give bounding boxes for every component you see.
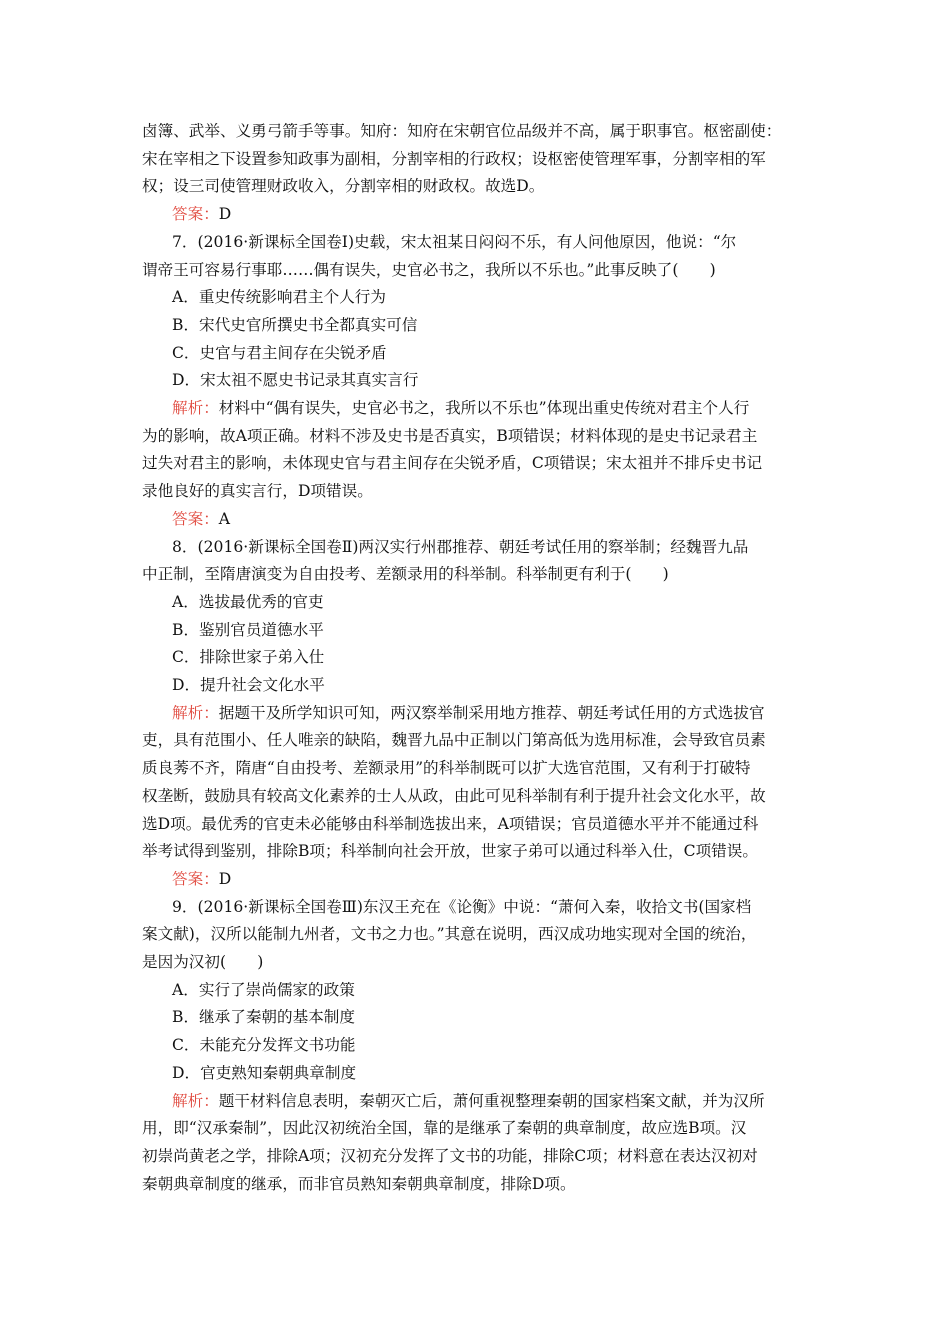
answer-value: D: [218, 869, 232, 888]
analysis-line: [142, 480, 373, 502]
answer-option: [172, 342, 387, 364]
question-line: [172, 536, 748, 558]
text-line-text: 宋在宰相之下设置参知政事为副相，分割宰相的行政权；设枢密使管理军事，分割宰相的军: [142, 149, 766, 168]
question-line: [142, 563, 669, 585]
analysis-label: 解析：: [172, 399, 219, 417]
analysis-line: [142, 1117, 746, 1139]
analysis-line: [142, 757, 751, 779]
text-line: [142, 148, 766, 170]
question-line: [142, 923, 756, 945]
text-line: [142, 175, 544, 197]
option-text: D．官吏熟知秦朝典章制度: [172, 1063, 357, 1082]
analysis-text: 题干材料信息表明，秦朝灭亡后，萧何重视整理秦朝的国家档案文献，并为汉所: [218, 1091, 765, 1110]
question-line-text: 谓帝王可容易行事耶……偶有误失，史官必书之，我所以不乐也。”此事反映了( ): [142, 260, 716, 279]
option-text: B．宋代史官所撰史书全都真实可信: [172, 315, 418, 334]
question-line-text: 9．(2016·新课标全国卷Ⅲ)东汉王充在《论衡》中说：“萧何入秦，收拾文书(国家档: [172, 897, 752, 916]
question-line: [172, 896, 751, 918]
answer-line: [172, 868, 231, 890]
question-line: [172, 231, 736, 253]
question-line: [142, 951, 263, 973]
text-line: [142, 120, 781, 142]
answer-line: [172, 508, 230, 530]
answer-option: [172, 314, 417, 336]
analysis-text: 选D项。最优秀的官吏未必能够由科举制选拔出来，A项错误；官员道德水平并不能通过科: [142, 814, 759, 833]
analysis-line: [142, 425, 757, 447]
answer-option: [172, 674, 325, 696]
analysis-text: 录他良好的真实言行，D项错误。: [142, 482, 373, 501]
option-text: D．宋太祖不愿史书记录其真实言行: [172, 371, 419, 390]
option-text: C．排除世家子弟入仕: [172, 648, 325, 667]
option-text: A．实行了崇尚儒家的政策: [172, 980, 355, 999]
analysis-text: 秦朝典章制度的继承，而非官员熟知秦朝典章制度，排除D项。: [142, 1174, 576, 1193]
answer-line: [172, 203, 231, 225]
answer-option: [172, 1006, 355, 1028]
answer-label: 答案：: [172, 869, 219, 888]
analysis-text: 用，即“汉承秦制”，因此汉初统治全国，靠的是继承了秦朝的典章制度，故应选B项。汉: [142, 1119, 747, 1138]
question-line: [142, 259, 716, 281]
option-text: C．史官与君主间存在尖锐矛盾: [172, 343, 387, 362]
answer-option: [172, 591, 324, 613]
answer-value: D: [218, 205, 232, 224]
analysis-text: 举考试得到鉴别，排除B项；科举制向社会开放，世家子弟可以通过科举入仕，C项错误。: [142, 842, 758, 861]
option-text: C．未能充分发挥文书功能: [172, 1036, 356, 1055]
question-line-text: 中正制，至隋唐演变为自由投考、差额录用的科举制。科举制更有利于( ): [142, 565, 669, 584]
analysis-line: [172, 702, 765, 724]
analysis-line: [142, 452, 762, 474]
option-text: B．继承了秦朝的基本制度: [172, 1008, 355, 1027]
answer-option: [172, 369, 418, 391]
answer-option: [172, 1062, 356, 1084]
analysis-text: 过失对君主的影响，未体现史官与君主间存在尖锐矛盾，C项错误；宋太祖并不排斥史书记: [142, 454, 763, 473]
question-line-text: 7．(2016·新课标全国卷Ⅰ)史载，宋太祖某日闷闷不乐，有人问他原因，他说：“尔: [172, 232, 737, 251]
analysis-line: [172, 1090, 765, 1112]
answer-option: [172, 619, 324, 641]
analysis-line: [142, 840, 758, 862]
answer-option: [172, 646, 324, 668]
option-text: A．选拔最优秀的官吏: [172, 592, 324, 611]
option-text: A．重史传统影响君主个人行为: [172, 288, 386, 307]
analysis-line: [142, 785, 766, 807]
option-text: B．鉴别官员道德水平: [172, 620, 324, 639]
question-line-text: 8．(2016·新课标全国卷Ⅱ)两汉实行州郡推荐、朝廷考试任用的察举制；经魏晋九品: [172, 537, 749, 556]
answer-option: [172, 1034, 355, 1056]
analysis-label: 解析：: [172, 703, 219, 722]
text-line-text: 卤簿、武举、义勇弓箭手等事。知府：知府在宋朝官位品级并不高，属于职事官。枢密副使：: [142, 122, 782, 140]
analysis-text: 据题干及所学知识可知，两汉察举制采用地方推荐、朝廷考试任用的方式选拔官: [218, 703, 765, 722]
analysis-text: 材料中“偶有误失，史官必书之，我所以不乐也”体现出重史传统对君主个人行: [218, 399, 750, 417]
analysis-line: [142, 1173, 576, 1195]
analysis-line: [142, 729, 766, 751]
answer-value: A: [218, 509, 231, 528]
question-line-text: 是因为汉初( ): [142, 953, 264, 971]
answer-label: 答案：: [172, 509, 219, 528]
analysis-text: 吏，具有范围小、任人唯亲的缺陷，魏晋九品中正制以门第高低为选用标准，会导致官员素: [142, 731, 766, 750]
option-text: D．提升社会文化水平: [172, 676, 325, 694]
question-line-text: 案文献)，汉所以能制九州者，文书之力也。”其意在说明，西汉成功地实现对全国的统治，: [142, 925, 757, 944]
answer-option: [172, 286, 386, 308]
answer-option: [172, 979, 355, 1001]
analysis-line: [142, 1145, 758, 1167]
analysis-text: 质良莠不齐，隋唐“自由投考、差额录用”的科举制既可以扩大选官范围，又有利于打破特: [142, 759, 751, 778]
analysis-text: 为的影响，故A项正确。材料不涉及史书是否真实，B项错误；材料体现的是史书记录君主: [142, 426, 758, 445]
analysis-line: [142, 813, 758, 835]
analysis-text: 权垄断，鼓励具有较高文化素养的士人从政，由此可见科举制有利于提升社会文化水平，故: [142, 786, 766, 805]
analysis-line: [172, 397, 749, 419]
text-line-text: 权；设三司使管理财政收入，分割宰相的财政权。故选D。: [142, 177, 545, 196]
analysis-text: 初崇尚黄老之学，排除A项；汉初充分发挥了文书的功能，排除C项；材料意在表达汉初对: [142, 1146, 758, 1165]
answer-label: 答案：: [172, 205, 219, 224]
analysis-label: 解析：: [172, 1091, 219, 1110]
